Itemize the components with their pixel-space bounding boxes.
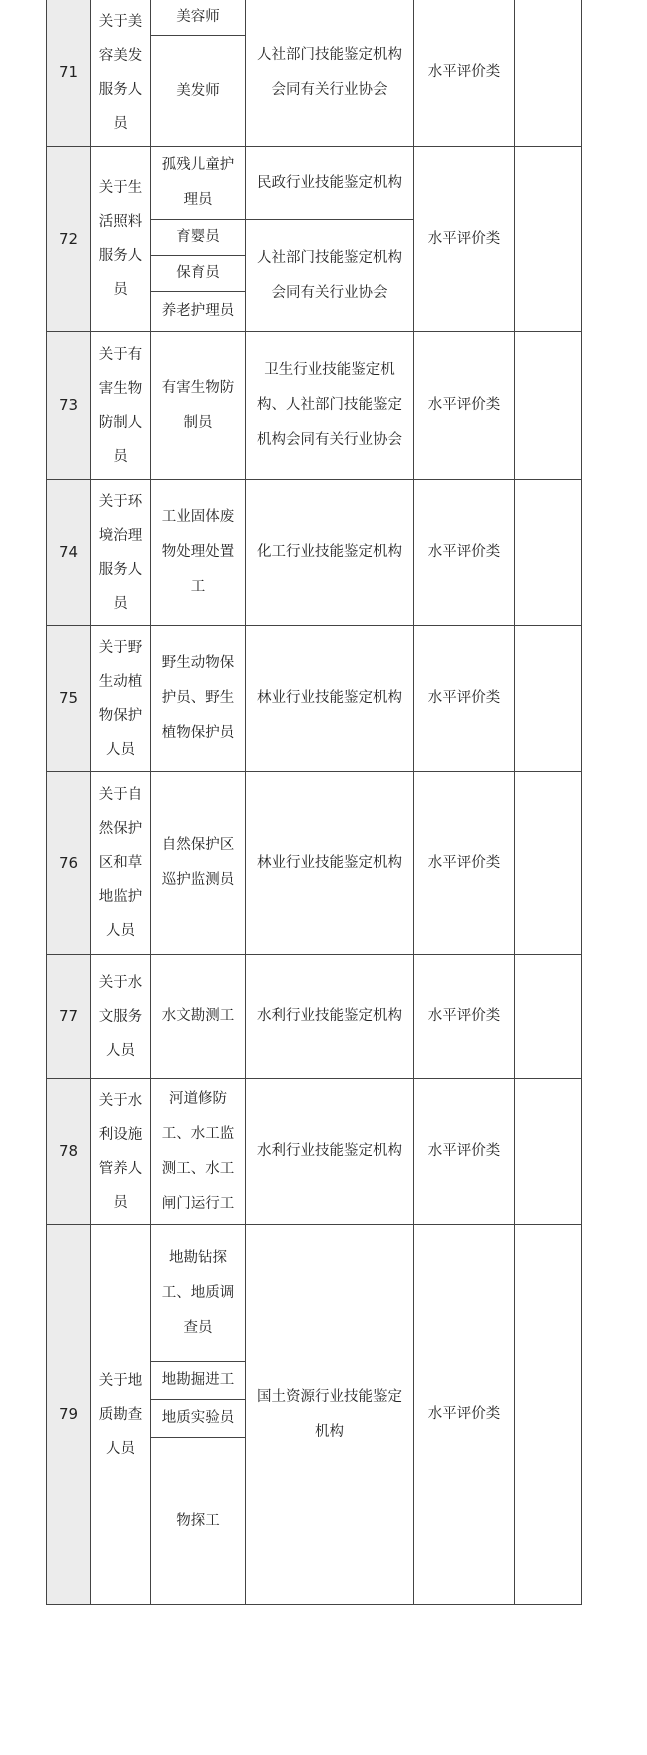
row-number: 75: [47, 626, 91, 772]
empty-cell: [515, 1225, 582, 1605]
occupation-cell: 育婴员: [151, 220, 246, 256]
empty-cell: [515, 955, 582, 1079]
occupation-cell: 地质实验员: [151, 1400, 246, 1438]
occupation-cell: 工业固体废物处理处置工: [151, 480, 246, 626]
table-row: [47, 480, 582, 626]
category-cell: 关于水文服务人员: [91, 955, 151, 1079]
category-cell: 关于生活照料服务人员: [91, 147, 151, 332]
row-number: 76: [47, 772, 91, 955]
eval-cell: 水平评价类: [414, 955, 515, 1079]
occupation-cell: 美容师: [151, 0, 246, 36]
table-row: [47, 1225, 582, 1362]
occupation-cell: 自然保护区巡护监测员: [151, 772, 246, 955]
eval-cell: 水平评价类: [414, 332, 515, 480]
org-cell: 民政行业技能鉴定机构: [246, 147, 414, 220]
org-cell: 人社部门技能鉴定机构会同有关行业协会: [246, 220, 414, 332]
eval-cell: 水平评价类: [414, 1079, 515, 1225]
occupation-cell: 物探工: [151, 1438, 246, 1605]
empty-cell: [515, 626, 582, 772]
row-number: 79: [47, 1225, 91, 1605]
empty-cell: [515, 0, 582, 147]
table-row: [47, 147, 582, 220]
eval-cell: 水平评价类: [414, 772, 515, 955]
category-cell: 关于美容美发服务人员: [91, 0, 151, 147]
table-row: [47, 626, 582, 772]
org-cell: 林业行业技能鉴定机构: [246, 626, 414, 772]
empty-cell: [515, 1079, 582, 1225]
eval-cell: 水平评价类: [414, 147, 515, 332]
eval-cell: 水平评价类: [414, 626, 515, 772]
empty-cell: [515, 772, 582, 955]
occupation-cell: 养老护理员: [151, 292, 246, 332]
occupation-cell: 美发师: [151, 36, 246, 147]
category-cell: 关于环境治理服务人员: [91, 480, 151, 626]
occupation-cell: 保育员: [151, 256, 246, 292]
table-row: [47, 332, 582, 480]
row-number: 73: [47, 332, 91, 480]
table-row: [47, 1079, 582, 1225]
occupation-cell: 野生动物保护员、野生植物保护员: [151, 626, 246, 772]
eval-cell: 水平评价类: [414, 0, 515, 147]
occupation-cell: 地勘钻探工、地质调查员: [151, 1225, 246, 1362]
category-cell: 关于自然保护区和草地监护人员: [91, 772, 151, 955]
category-cell: 关于有害生物防制人员: [91, 332, 151, 480]
row-number: 78: [47, 1079, 91, 1225]
empty-cell: [515, 147, 582, 332]
org-cell: 卫生行业技能鉴定机构、人社部门技能鉴定机构会同有关行业协会: [246, 332, 414, 480]
org-cell: 林业行业技能鉴定机构: [246, 772, 414, 955]
occupation-cell: 水文勘测工: [151, 955, 246, 1079]
org-cell: 国土资源行业技能鉴定机构: [246, 1225, 414, 1605]
row-number: 72: [47, 147, 91, 332]
row-number: 77: [47, 955, 91, 1079]
empty-cell: [515, 332, 582, 480]
org-cell: 水利行业技能鉴定机构: [246, 955, 414, 1079]
row-number: 74: [47, 480, 91, 626]
occupation-cell: 河道修防工、水工监测工、水工闸门运行工: [151, 1079, 246, 1225]
category-cell: 关于地质勘查人员: [91, 1225, 151, 1605]
table-row: [47, 0, 582, 36]
category-cell: 关于野生动植物保护人员: [91, 626, 151, 772]
table-row: [47, 955, 582, 1079]
occupation-cell: 地勘掘进工: [151, 1362, 246, 1400]
org-cell: 水利行业技能鉴定机构: [246, 1079, 414, 1225]
row-number: 71: [47, 0, 91, 147]
occupation-table: [46, 0, 582, 1605]
eval-cell: 水平评价类: [414, 1225, 515, 1605]
occupation-cell: 孤残儿童护理员: [151, 147, 246, 220]
empty-cell: [515, 480, 582, 626]
org-cell: 化工行业技能鉴定机构: [246, 480, 414, 626]
occupation-cell: 有害生物防制员: [151, 332, 246, 480]
eval-cell: 水平评价类: [414, 480, 515, 626]
table-row: [47, 772, 582, 955]
category-cell: 关于水利设施管养人员: [91, 1079, 151, 1225]
org-cell: 人社部门技能鉴定机构会同有关行业协会: [246, 0, 414, 147]
